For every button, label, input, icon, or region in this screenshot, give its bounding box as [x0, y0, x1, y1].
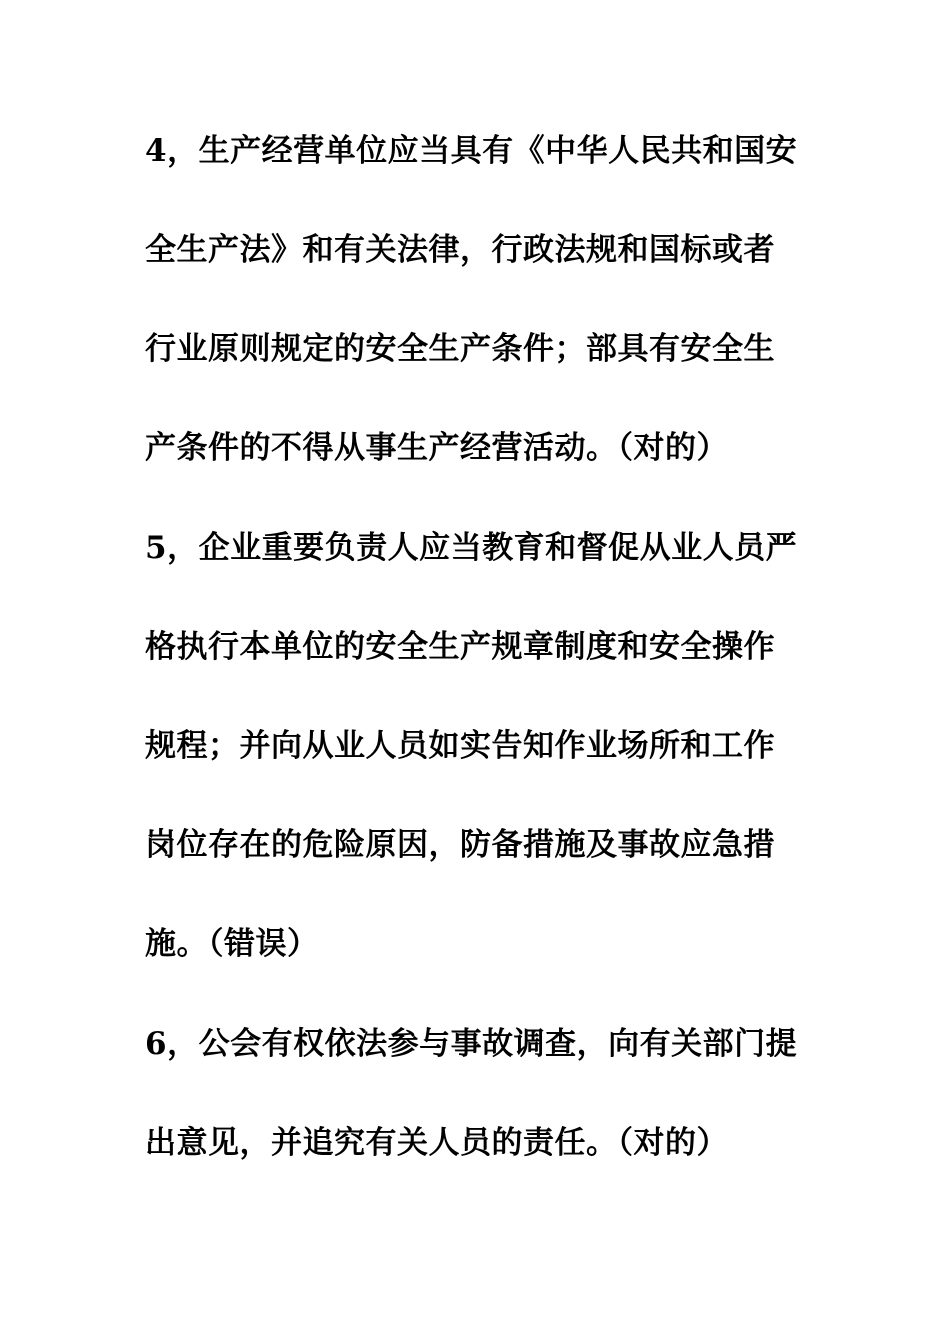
item-5-line-1: 5，企业重要负责人应当教育和督促从业人员严: [145, 530, 798, 566]
item-5-line-4: 岗位存在的危险原因，防备措施及事故应急措: [145, 827, 775, 863]
item-5-line-2: 格执行本单位的安全生产规章制度和安全操作: [145, 629, 775, 665]
item-5-line-5: 施。（错误）: [145, 926, 319, 962]
item-5-line-3: 规程；并向从业人员如实告知作业场所和工作: [145, 728, 775, 764]
item-4-line-2: 全生产法》和有关法律，行政法规和国标或者: [145, 232, 775, 268]
item-6-line-2: 出意见，并追究有关人员的责任。（对的）: [145, 1125, 728, 1161]
item-6-line-1: 6，公会有权依法参与事故调查，向有关部门提: [145, 1026, 798, 1062]
item-4-line-1: 4，生产经营单位应当具有《中华人民共和国安: [145, 133, 798, 169]
item-4-line-4: 产条件的不得从事生产经营活动。（对的）: [145, 430, 728, 466]
item-4-line-3: 行业原则规定的安全生产条件；部具有安全生: [145, 331, 775, 367]
